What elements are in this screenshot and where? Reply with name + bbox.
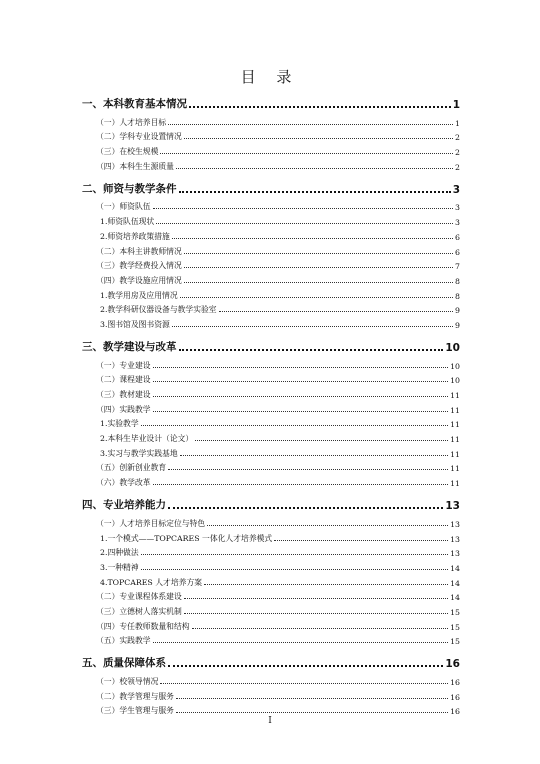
toc-entry-label: 2.师资培养政策措施 (100, 231, 170, 241)
toc-entry-label: 3.图书馆及图书资源 (100, 319, 170, 329)
toc-entry-label: （三）在校生规模 (96, 147, 159, 157)
toc-section-entry[interactable] (82, 91, 460, 111)
toc-entry[interactable] (82, 385, 460, 400)
toc-section-entry[interactable] (82, 492, 460, 512)
toc-entry-page: 1 (455, 118, 460, 128)
toc-entry-page: 10 (450, 376, 460, 386)
toc-entry-page: 11 (450, 435, 460, 445)
toc-entry[interactable] (82, 558, 460, 573)
dot-leader (153, 484, 449, 485)
toc-entry-page: 9 (455, 306, 460, 316)
toc-entry-page: 14 (450, 593, 460, 603)
toc-entry[interactable] (82, 602, 460, 617)
toc-entry-label: 四、专业培养能力 (82, 499, 166, 512)
dot-leader (184, 138, 453, 139)
toc-entry[interactable] (82, 687, 460, 702)
dot-leader (189, 106, 451, 108)
toc-entry-label: 2.教学科研仪器设备与教学实验室 (100, 305, 217, 315)
dot-leader (160, 153, 453, 154)
toc-entry-label: （三）教学经费投入情况 (96, 261, 182, 271)
toc-entry[interactable] (82, 444, 460, 459)
toc-entry[interactable] (82, 212, 460, 227)
toc-entry-page: 11 (450, 420, 460, 430)
toc-entry[interactable] (82, 142, 460, 157)
toc-entry-label: （一）校领导情况 (96, 677, 159, 686)
toc-entry-page: 14 (450, 563, 460, 573)
dot-leader (153, 381, 449, 382)
toc-entry-page: 3 (455, 218, 460, 228)
toc-entry-label: （五）实践教学 (96, 636, 151, 646)
toc-entry[interactable] (82, 429, 460, 444)
table-of-contents (82, 91, 460, 716)
dot-leader (141, 425, 448, 426)
dot-leader (274, 540, 448, 541)
dot-leader (184, 267, 453, 268)
toc-entry-page: 2 (455, 133, 460, 143)
toc-entry-label: 1.师资队伍现状 (100, 217, 155, 227)
toc-entry[interactable] (82, 286, 460, 301)
toc-entry-page: 10 (445, 341, 460, 354)
toc-section-entry[interactable] (82, 334, 460, 354)
dot-leader (160, 683, 448, 684)
toc-entry[interactable] (82, 371, 460, 386)
toc-entry-page: 13 (450, 534, 460, 544)
toc-entry[interactable] (82, 128, 460, 143)
toc-entry-label: （三）立德树人落实机制 (96, 606, 182, 616)
dot-leader (141, 569, 448, 570)
dot-leader (176, 712, 448, 713)
dot-leader (192, 628, 449, 629)
toc-entry-label: （二）课程建设 (96, 375, 151, 385)
toc-entry[interactable] (82, 400, 460, 415)
dot-leader (141, 554, 448, 555)
dot-leader (184, 282, 453, 283)
toc-entry-label: 五、质量保障体系 (82, 657, 166, 670)
toc-entry-page: 2 (455, 162, 460, 172)
toc-entry-page: 11 (450, 479, 460, 489)
toc-entry[interactable] (82, 588, 460, 603)
dot-leader (153, 396, 449, 397)
dot-leader (184, 613, 448, 614)
dot-leader (168, 507, 443, 509)
toc-entry-page: 10 (450, 361, 460, 371)
toc-entry-page: 11 (450, 391, 460, 400)
toc-entry-page: 14 (450, 578, 460, 588)
dot-leader (176, 698, 448, 699)
toc-entry-label: （一）专业建设 (96, 360, 151, 370)
toc-entry-page: 2 (455, 148, 460, 158)
toc-entry-label: （六）教学改革 (96, 478, 151, 488)
toc-entry-label: 3.一种精神 (100, 562, 139, 572)
toc-entry[interactable] (82, 113, 460, 128)
toc-entry[interactable] (82, 415, 460, 430)
dot-leader (195, 440, 448, 441)
dot-leader (219, 311, 453, 312)
toc-entry-page: 11 (450, 449, 460, 459)
toc-entry-label: （一）师资队伍 (96, 202, 151, 212)
page-number: I (268, 716, 272, 726)
toc-entry-label: （二）本科主讲教师情况 (96, 246, 182, 256)
toc-entry[interactable] (82, 301, 460, 316)
toc-entry-label: 4.TOPCARES 人才培养方案 (100, 577, 203, 587)
toc-entry[interactable] (82, 242, 460, 257)
dot-leader (184, 598, 448, 599)
toc-entry-label: 2.四种做法 (100, 548, 139, 558)
toc-entry-page: 3 (452, 183, 460, 196)
dot-leader (168, 469, 448, 470)
toc-entry-page: 13 (450, 519, 460, 529)
dot-leader (168, 665, 443, 667)
toc-entry-label: （三）学生管理与服务 (96, 706, 174, 716)
toc-entry-page: 3 (455, 203, 460, 213)
toc-entry-label: （四）教学设施应用情况 (96, 275, 182, 285)
toc-entry-label: （二）教学管理与服务 (96, 691, 174, 701)
dot-leader (180, 455, 448, 456)
dot-leader (156, 223, 453, 224)
dot-leader (172, 326, 453, 327)
dot-leader (153, 367, 449, 368)
dot-leader (204, 584, 448, 585)
dot-leader (153, 208, 453, 209)
dot-leader (207, 525, 448, 526)
toc-section-entry[interactable] (82, 650, 460, 670)
page-title: 目 录 (240, 68, 300, 86)
toc-entry-label: 一、本科教育基本情况 (82, 98, 187, 110)
toc-entry[interactable] (82, 157, 460, 172)
dot-leader (180, 297, 453, 298)
toc-entry[interactable] (82, 672, 460, 687)
toc-entry-page: 8 (455, 276, 460, 286)
toc-entry[interactable] (82, 529, 460, 544)
toc-entry[interactable] (82, 632, 460, 647)
toc-entry-page: 6 (455, 247, 460, 257)
toc-entry-page: 6 (455, 232, 460, 242)
toc-entry[interactable] (82, 257, 460, 272)
toc-entry-label: （四）实践教学 (96, 404, 151, 414)
toc-entry[interactable] (82, 315, 460, 330)
toc-entry-label: （四）专任教师数量和结构 (96, 621, 190, 631)
toc-entry[interactable] (82, 702, 460, 717)
toc-entry-label: 1.一个模式——TOPCARES 一体化人才培养模式 (100, 533, 273, 543)
toc-entry-page: 11 (450, 464, 460, 474)
dot-leader (176, 168, 453, 169)
toc-entry-label: （四）本科生生源质量 (96, 161, 174, 171)
toc-entry[interactable] (82, 473, 460, 488)
toc-entry[interactable] (82, 544, 460, 559)
toc-entry-page: 11 (450, 405, 460, 415)
toc-entry-page: 15 (450, 637, 460, 647)
dot-leader (172, 238, 453, 239)
toc-entry-label: （五）创新创业教育 (96, 463, 167, 473)
toc-entry-page: 7 (455, 262, 460, 272)
dot-leader (153, 411, 449, 412)
toc-entry-label: 1.实验教学 (100, 419, 139, 429)
toc-entry[interactable] (82, 271, 460, 286)
toc-entry-label: 1.教学用房及应用情况 (100, 290, 178, 300)
toc-entry[interactable] (82, 573, 460, 588)
toc-entry-page: 9 (455, 320, 460, 330)
dot-leader (184, 253, 453, 254)
toc-entry-label: 3.实习与教学实践基地 (100, 448, 178, 458)
toc-entry[interactable] (82, 356, 460, 371)
toc-entry-page: 15 (450, 622, 460, 632)
toc-entry[interactable] (82, 459, 460, 474)
toc-entry-label: 二、师资与教学条件 (82, 182, 177, 195)
toc-entry-page: 13 (445, 500, 460, 513)
toc-entry-page: 16 (450, 692, 460, 702)
toc-entry-page: 15 (450, 607, 460, 617)
toc-entry-label: （二）学科专业设置情况 (96, 132, 182, 142)
toc-entry-label: 2.本科生毕业设计（论文） (100, 434, 194, 444)
toc-entry[interactable] (82, 198, 460, 213)
dot-leader (168, 124, 453, 125)
toc-entry-label: （一）人才培养目标 (96, 117, 167, 127)
toc-entry-label: （三）教材建设 (96, 390, 151, 399)
toc-entry-page: 16 (450, 707, 460, 717)
dot-leader (179, 191, 451, 193)
toc-entry[interactable] (82, 227, 460, 242)
dot-leader (179, 349, 444, 351)
toc-entry-label: （二）专业课程体系建设 (96, 592, 182, 602)
toc-entry-label: （一）人才培养目标定位与特色 (96, 518, 206, 528)
toc-entry-label: 三、教学建设与改革 (82, 340, 177, 353)
toc-entry[interactable] (82, 514, 460, 529)
dot-leader (153, 642, 449, 643)
toc-entry-page: 16 (445, 658, 460, 671)
toc-section-entry[interactable] (82, 176, 460, 196)
toc-entry[interactable] (82, 617, 460, 632)
toc-entry-page: 8 (455, 291, 460, 301)
toc-entry-page: 16 (450, 678, 460, 687)
toc-entry-page: 13 (450, 549, 460, 559)
toc-entry-page: 1 (452, 99, 460, 111)
